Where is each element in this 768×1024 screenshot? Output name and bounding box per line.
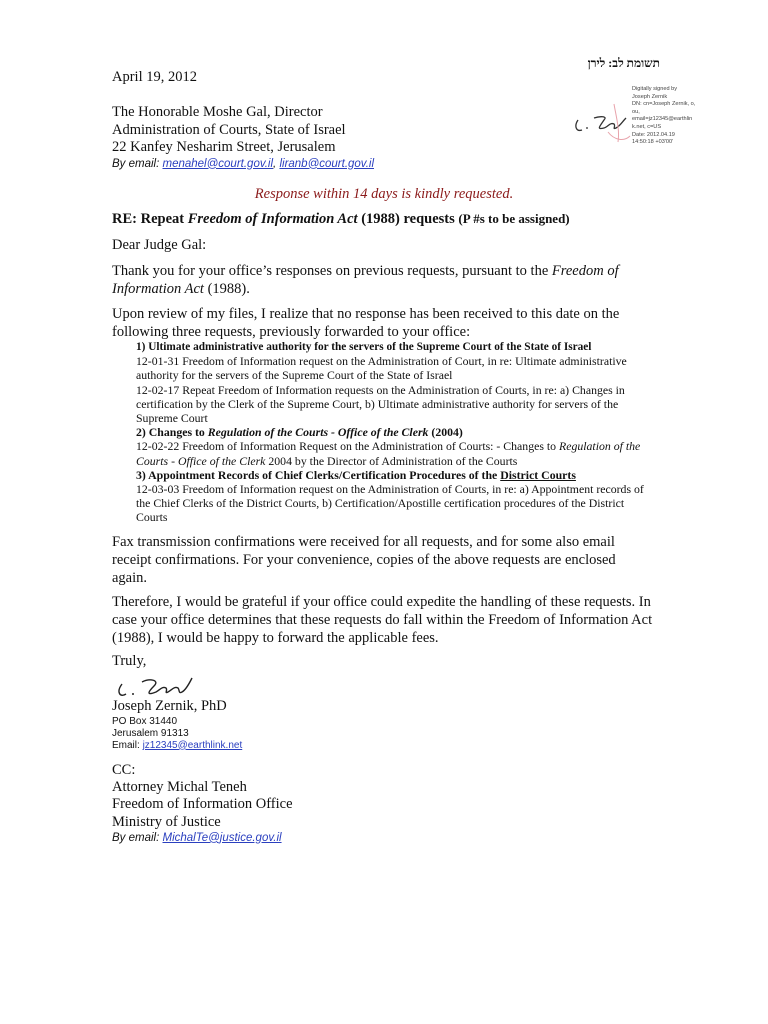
cc-email[interactable]: MichalTe@justice.gov.il <box>162 831 282 844</box>
sig-line: ou, <box>632 108 640 115</box>
re-line <box>112 211 570 228</box>
digital-signature-stamp <box>568 82 708 156</box>
sig-line: k.net, c=US <box>632 123 662 130</box>
email-separator: , <box>273 157 277 170</box>
cc-email-prefix: By email: <box>112 831 160 844</box>
h2-regulation: Regulation of the Courts - Office of the Clerk <box>207 425 429 440</box>
email-prefix: By email: <box>112 157 160 170</box>
re-prefix: RE: Repeat <box>112 211 188 227</box>
r2-regulation: Regulation of the Courts - Office of the Clerk <box>136 439 641 468</box>
signature-stamp-name <box>568 82 569 83</box>
sig-line: 14:50:18 +03'00' <box>632 139 674 146</box>
salutation: Dear Judge Gal: <box>112 237 207 253</box>
sender-email[interactable]: jz12345@earthlink.net <box>142 739 243 751</box>
sig-line: email=jz12345@earthlin <box>632 116 693 123</box>
para1-year: (1988). <box>203 280 250 297</box>
re-assign: (P #s to be assigned) <box>458 211 570 226</box>
paragraph-1 <box>112 263 652 298</box>
cc-email-line <box>112 831 293 846</box>
request-heading-2 <box>136 425 658 439</box>
hebrew-note: תשומת לב: לירן <box>587 56 660 70</box>
sig-line: Digitally signed by <box>632 86 678 92</box>
para1-act: Freedom of Information Act <box>112 263 619 297</box>
h3-district-courts: District Courts <box>500 467 576 482</box>
paragraph-2: Upon review of my files, I realize that no response has been received to this date on the following three requests, previously forwarded to your office: <box>112 306 620 340</box>
recipient-email-2[interactable]: liranb@court.gov.il <box>279 157 375 170</box>
requests-list <box>136 340 658 525</box>
recipient-org: Administration of Courts, State of Israel <box>112 121 346 138</box>
paragraph-4: Therefore, I would be grateful if your office could expedite the handling of these requests. In case your office determines that these requests do fall within the Freedom of Information Act (1988), I would be happy to forward the applicable fees. <box>112 594 653 646</box>
sender-city: Jerusalem 91313 <box>112 727 189 739</box>
request-entry <box>136 439 658 467</box>
sig-line: Date: 2012.04.19 <box>632 131 675 138</box>
letter-date: April 19, 2012 <box>112 69 197 85</box>
h2-year: (2004) <box>428 425 463 440</box>
cc-block <box>112 762 293 846</box>
request-entry: 12-02-17 Repeat Freedom of Information requests on the Administration of Courts, in re: a) Changes in certification by the Clerk of the Supreme Court, b) Ultimate administrative authority for servers of the Supreme Court <box>136 382 625 426</box>
recipient-block <box>112 104 374 172</box>
cc-ministry: Ministry of Justice <box>112 813 221 830</box>
sender-email-line <box>112 740 242 752</box>
request-heading-3 <box>136 468 658 482</box>
sender-po: PO Box 31440 <box>112 715 178 727</box>
closing: Truly, <box>112 653 147 669</box>
h3-prefix: 3) Appointment Records of Chief Clerks/Certification Procedures of the <box>136 467 501 482</box>
cc-name: Attorney Michal Teneh <box>112 779 247 796</box>
urgent-notice: Response within 14 days is kindly requested. <box>254 186 514 202</box>
request-heading-1: 1) Ultimate administrative authority for the servers of the Supreme Court of the State of Israel <box>136 341 592 353</box>
cc-office: Freedom of Information Office <box>112 796 293 813</box>
recipient-email-1[interactable]: menahel@court.gov.il <box>162 157 274 170</box>
sender-name: Joseph Zernik, PhD <box>112 698 227 714</box>
sender-email-label: Email: <box>112 739 143 751</box>
h2-prefix: 2) Changes to <box>136 425 208 440</box>
sig-line: Joseph Zernik <box>632 93 668 100</box>
recipient-name: The Honorable Moshe Gal, Director <box>112 104 323 120</box>
r2-text: 12-02-22 Freedom of Information Request on the Administration of Courts: - Changes to <box>136 439 559 454</box>
re-act-name: Freedom of Information Act <box>187 211 358 227</box>
recipient-email-line <box>112 157 374 172</box>
sender-block <box>112 698 242 752</box>
signature-mark-icon <box>568 96 636 146</box>
request-entry: 12-03-03 Freedom of Information request on the Administration of Courts, in re: a) Appointment records of the Chief Clerks of the District Courts, b) Certification/Apostille certification procedures of the District Courts <box>136 482 644 525</box>
sig-line: DN: cn=Joseph Zernik, o, <box>632 101 696 108</box>
cc-label: CC: <box>112 762 136 778</box>
digital-signature-text <box>632 86 695 147</box>
r2-tail: 2004 by the Director of Administration of the Courts <box>265 453 518 468</box>
request-entry: 12-01-31 Freedom of Information request on the Administration of Court, in re: Ultimate administrative authority for the servers of the Supreme Court of the State of Israel <box>136 354 627 383</box>
recipient-address: 22 Kanfey Nesharim Street, Jerusalem <box>112 139 336 155</box>
paragraph-3: Fax transmission confirmations were received for all requests, and for some also email receipt confirmations. For your convenience, copies of the above requests are enclosed again. <box>112 534 616 586</box>
para1-text: Thank you for your office’s responses on previous requests, pursuant to the <box>112 263 552 279</box>
re-year: (1988) requests <box>357 211 459 227</box>
